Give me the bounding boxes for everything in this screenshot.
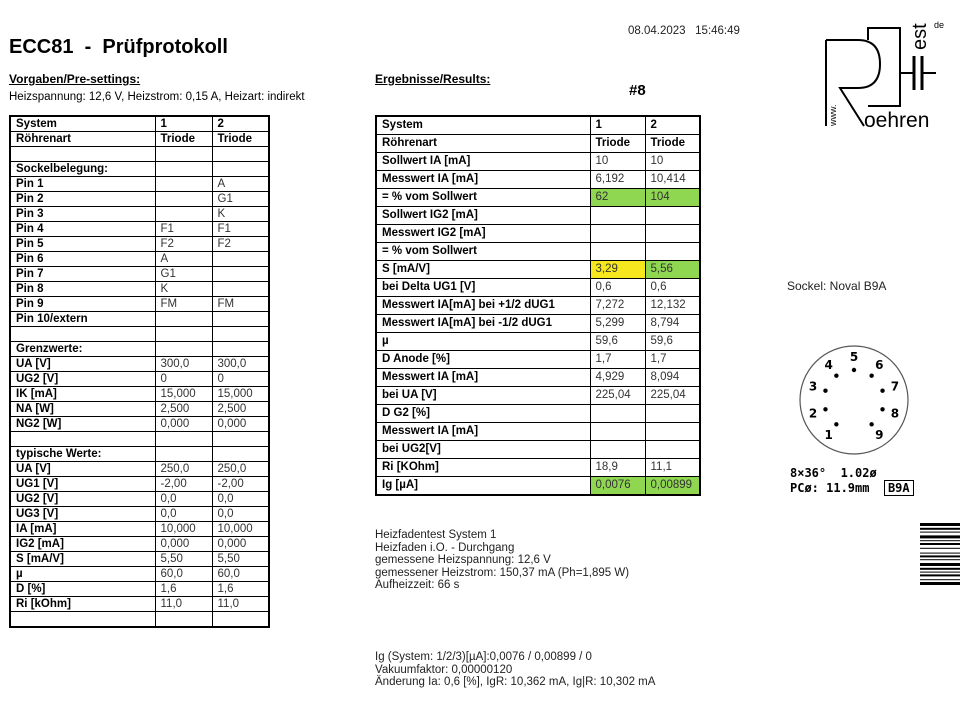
table-row	[10, 417, 269, 432]
socket-label: Sockel: Noval B9A	[787, 279, 887, 293]
system1-value: 11,0	[155, 597, 212, 612]
socket-pin-label: 8	[890, 406, 900, 421]
system2-value	[645, 441, 700, 459]
socket-pin-label: 6	[875, 358, 884, 373]
row-label: Ri [KOhm]	[376, 459, 590, 477]
system2-value: 10,414	[645, 171, 700, 189]
system1-value: 0,6	[590, 279, 645, 297]
table-row	[376, 225, 700, 243]
system1-value: 15,000	[155, 387, 212, 402]
system2-value	[645, 225, 700, 243]
system2-value: F1	[212, 222, 269, 237]
summary-line: Vakuumfaktor: 0,00000120	[375, 663, 513, 676]
socket-pin-label: 1	[824, 427, 833, 442]
row-label: UG1 [V]	[10, 477, 155, 492]
table-row	[10, 402, 269, 417]
system2-value: 2	[645, 116, 700, 135]
system1-value: 0,0076	[590, 477, 645, 496]
table-row	[10, 237, 269, 252]
socket-pin-label: 2	[808, 406, 818, 421]
system1-value: 5,50	[155, 552, 212, 567]
system2-value: A	[212, 177, 269, 192]
table-row	[376, 153, 700, 171]
row-label: Sollwert IG2 [mA]	[376, 207, 590, 225]
system1-value	[155, 162, 212, 177]
table-row	[10, 147, 269, 162]
row-label: bei UA [V]	[376, 387, 590, 405]
barcode-bar	[920, 574, 960, 576]
table-row	[376, 315, 700, 333]
heater-settings-line: Heizspannung: 12,6 V, Heizstrom: 0,15 A, Heizart: indirekt	[9, 91, 305, 103]
table-row	[10, 252, 269, 267]
socket-pin-dot	[880, 389, 884, 393]
table-row	[10, 267, 269, 282]
row-label: Messwert IA [mA]	[376, 171, 590, 189]
system1-value: F2	[155, 237, 212, 252]
row-label	[10, 147, 155, 162]
system1-value: Triode	[155, 132, 212, 147]
system1-value	[155, 327, 212, 342]
table-row	[10, 477, 269, 492]
system2-value	[212, 252, 269, 267]
table-row	[376, 423, 700, 441]
table-row	[376, 243, 700, 261]
system2-value	[645, 207, 700, 225]
system1-value: 250,0	[155, 462, 212, 477]
socket-pin-dot	[823, 389, 827, 393]
system1-value: -2,00	[155, 477, 212, 492]
system1-value	[155, 177, 212, 192]
system2-value: 5,56	[645, 261, 700, 279]
barcode-bar	[920, 523, 960, 526]
system2-value: 0,6	[645, 279, 700, 297]
system1-value: 1	[155, 116, 212, 132]
socket-spec	[790, 466, 914, 496]
summary-notes	[375, 651, 655, 689]
socket-pin-label: 4	[824, 358, 833, 373]
system2-value: 11,1	[645, 459, 700, 477]
row-label: Pin 9	[10, 297, 155, 312]
system2-value: 2	[212, 116, 269, 132]
system2-value: 1,6	[212, 582, 269, 597]
socket-pin-dot	[880, 407, 884, 411]
system2-value: 0,0	[212, 507, 269, 522]
system2-value: 59,6	[645, 333, 700, 351]
row-label: Messwert IA [mA]	[376, 423, 590, 441]
system1-value	[155, 342, 212, 357]
system2-value: 11,0	[212, 597, 269, 612]
system2-value	[212, 282, 269, 297]
barcode	[920, 523, 960, 599]
logo-est-text: est	[909, 23, 931, 50]
socket-pin-label: 3	[808, 379, 818, 394]
table-row	[10, 492, 269, 507]
system2-value: 8,794	[645, 315, 700, 333]
row-label: System	[10, 116, 155, 132]
socket-pin-label: 7	[890, 379, 900, 394]
date-value: 08.04.2023	[628, 25, 686, 37]
system2-value	[212, 447, 269, 462]
results-heading: Ergebnisse/Results:	[375, 72, 491, 86]
system1-value: 2,500	[155, 402, 212, 417]
table-row	[376, 441, 700, 459]
heater-note-line: Heizfaden i.O. - Durchgang	[375, 541, 515, 554]
socket-pin-label: 5	[849, 350, 859, 364]
system2-value: 1,7	[645, 351, 700, 369]
logo-www-text: www.	[828, 104, 838, 126]
tube-number: #8	[629, 82, 646, 99]
socket-pin-dot	[834, 374, 838, 378]
system2-value: 250,0	[212, 462, 269, 477]
system2-value: 0,0	[212, 492, 269, 507]
table-row	[10, 312, 269, 327]
system1-value: 4,929	[590, 369, 645, 387]
system1-value: A	[155, 252, 212, 267]
row-label: UG2 [V]	[10, 372, 155, 387]
table-row	[10, 222, 269, 237]
row-label: D G2 [%]	[376, 405, 590, 423]
barcode-bar	[920, 553, 960, 554]
row-label: D Anode [%]	[376, 351, 590, 369]
row-label: UG2 [V]	[10, 492, 155, 507]
table-row	[376, 351, 700, 369]
table-row	[376, 333, 700, 351]
summary-line: Ig (System: 1/2/3)[µA]:0,0076 / 0,00899 / 0	[375, 651, 592, 663]
row-label: bei UG2[V]	[376, 441, 590, 459]
system1-value	[590, 405, 645, 423]
system2-value: 0,000	[212, 417, 269, 432]
barcode-bar	[920, 535, 960, 538]
table-row	[10, 297, 269, 312]
row-label: IK [mA]	[10, 387, 155, 402]
row-label	[10, 327, 155, 342]
socket-pin-label: 9	[875, 427, 884, 442]
row-label: Ig [µA]	[376, 477, 590, 496]
system2-value: 12,132	[645, 297, 700, 315]
row-label: = % vom Sollwert	[376, 189, 590, 207]
row-label: = % vom Sollwert	[376, 243, 590, 261]
system1-value: 0,000	[155, 417, 212, 432]
system2-value: 0,00899	[645, 477, 700, 496]
row-label: Messwert IA[mA] bei -1/2 dUG1	[376, 315, 590, 333]
system2-value	[212, 342, 269, 357]
barcode-bar	[920, 579, 960, 580]
barcode-bar	[920, 568, 960, 570]
row-label: µ	[376, 333, 590, 351]
table-row	[10, 432, 269, 447]
heater-note-line: Aufheizzeit: 66 s	[375, 579, 460, 591]
row-label: D [%]	[10, 582, 155, 597]
table-row	[10, 462, 269, 477]
row-label: Sockelbelegung:	[10, 162, 155, 177]
system1-value: 1,6	[155, 582, 212, 597]
row-label: Pin 2	[10, 192, 155, 207]
row-label: bei Delta UG1 [V]	[376, 279, 590, 297]
table-row	[10, 597, 269, 612]
system2-value: 300,0	[212, 357, 269, 372]
row-label	[10, 612, 155, 628]
system2-value: 5,50	[212, 552, 269, 567]
row-label: Messwert IG2 [mA]	[376, 225, 590, 243]
row-label: Pin 1	[10, 177, 155, 192]
table-row	[376, 279, 700, 297]
table-row	[10, 537, 269, 552]
socket-diagram	[784, 340, 924, 465]
table-row	[10, 116, 269, 132]
system2-value: K	[212, 207, 269, 222]
logo-de-text: de	[934, 20, 945, 30]
table-row	[10, 522, 269, 537]
table-row	[10, 507, 269, 522]
system1-value	[590, 225, 645, 243]
row-label	[10, 432, 155, 447]
system2-value: G1	[212, 192, 269, 207]
row-label: Pin 10/extern	[10, 312, 155, 327]
system1-value	[590, 243, 645, 261]
row-label: System	[376, 116, 590, 135]
system1-value	[590, 441, 645, 459]
system1-value	[155, 432, 212, 447]
barcode-bar	[920, 543, 960, 545]
table-row	[376, 459, 700, 477]
system1-value: G1	[155, 267, 212, 282]
row-label: Sollwert IA [mA]	[376, 153, 590, 171]
system1-value	[155, 447, 212, 462]
system2-value: 0	[212, 372, 269, 387]
row-label: Pin 7	[10, 267, 155, 282]
table-row	[10, 162, 269, 177]
system1-value: FM	[155, 297, 212, 312]
table-row	[10, 342, 269, 357]
system1-value	[155, 192, 212, 207]
system1-value: 59,6	[590, 333, 645, 351]
system1-value: 0,0	[155, 507, 212, 522]
system1-value	[590, 207, 645, 225]
barcode-bar	[920, 532, 960, 533]
table-row	[376, 261, 700, 279]
system2-value: 10	[645, 153, 700, 171]
summary-line: Änderung Ia: 0,6 [%], IgR: 10,362 mA, Ig|R: 10,302 mA	[375, 676, 656, 688]
socket-pin-dot	[869, 374, 873, 378]
row-label: Pin 5	[10, 237, 155, 252]
table-row	[10, 132, 269, 147]
logo-bracket	[868, 28, 900, 106]
table-row	[376, 387, 700, 405]
system1-value: 1,7	[590, 351, 645, 369]
barcode-bar	[920, 572, 960, 573]
socket-pin-dot	[834, 422, 838, 426]
row-label: NA [W]	[10, 402, 155, 417]
table-row	[10, 447, 269, 462]
system1-value: 6,192	[590, 171, 645, 189]
row-label: IA [mA]	[10, 522, 155, 537]
barcode-bar	[920, 540, 960, 541]
system2-value	[212, 612, 269, 628]
page-title: ECC81 - Prüfprotokoll	[9, 36, 228, 58]
table-row	[376, 297, 700, 315]
table-row	[10, 387, 269, 402]
row-label: IG2 [mA]	[10, 537, 155, 552]
socket-type-badge: B9A	[884, 480, 914, 496]
row-label: Pin 6	[10, 252, 155, 267]
system1-value	[155, 147, 212, 162]
system2-value: -2,00	[212, 477, 269, 492]
system2-value: 2,500	[212, 402, 269, 417]
system1-value	[590, 423, 645, 441]
system2-value	[645, 243, 700, 261]
results-table	[375, 115, 701, 496]
system2-value: 225,04	[645, 387, 700, 405]
table-row	[376, 207, 700, 225]
system1-value	[155, 207, 212, 222]
row-label: Messwert IA[mA] bei +1/2 dUG1	[376, 297, 590, 315]
system2-value	[645, 405, 700, 423]
system1-value: 3,29	[590, 261, 645, 279]
system1-value: K	[155, 282, 212, 297]
row-label: S [mA/V]	[376, 261, 590, 279]
barcode-bar	[920, 528, 960, 530]
system1-value: 10	[590, 153, 645, 171]
system2-value	[212, 267, 269, 282]
table-row	[10, 282, 269, 297]
system2-value: Triode	[645, 135, 700, 153]
system1-value: 60,0	[155, 567, 212, 582]
system1-value	[155, 312, 212, 327]
table-row	[10, 552, 269, 567]
system1-value: 0,0	[155, 492, 212, 507]
table-row	[10, 192, 269, 207]
barcode-bar	[920, 559, 960, 560]
system1-value: Triode	[590, 135, 645, 153]
row-label: NG2 [W]	[10, 417, 155, 432]
table-row	[10, 567, 269, 582]
system1-value: F1	[155, 222, 212, 237]
row-label: S [mA/V]	[10, 552, 155, 567]
system1-value: 1	[590, 116, 645, 135]
heater-note-line: gemessener Heizstrom: 150,37 mA (Ph=1,895 W)	[375, 566, 630, 579]
row-label: UA [V]	[10, 462, 155, 477]
row-label: Messwert IA [mA]	[376, 369, 590, 387]
system2-value: 60,0	[212, 567, 269, 582]
table-row	[10, 327, 269, 342]
system1-value: 300,0	[155, 357, 212, 372]
system1-value	[155, 612, 212, 628]
row-label: Röhrenart	[376, 135, 590, 153]
system2-value: 15,000	[212, 387, 269, 402]
time-value: 15:46:49	[695, 25, 740, 37]
heater-note-line: Heizfadentest System 1	[375, 529, 497, 541]
system1-value: 5,299	[590, 315, 645, 333]
row-label: Pin 8	[10, 282, 155, 297]
barcode-bar	[920, 548, 960, 549]
system1-value: 7,272	[590, 297, 645, 315]
row-label: UA [V]	[10, 357, 155, 372]
barcode-bar	[920, 563, 960, 566]
socket-pin-dot	[823, 407, 827, 411]
heater-test-notes	[375, 529, 629, 592]
socket-spec-line2: PCø: 11.9mm	[790, 481, 870, 495]
table-row	[10, 357, 269, 372]
system2-value: 0,000	[212, 537, 269, 552]
system2-value	[212, 312, 269, 327]
table-row	[376, 116, 700, 135]
system1-value: 10,000	[155, 522, 212, 537]
table-row	[376, 477, 700, 496]
socket-pin-dot	[869, 422, 873, 426]
table-row	[10, 612, 269, 628]
logo-oehren-text: oehren	[864, 109, 930, 132]
table-row	[376, 405, 700, 423]
system2-value: FM	[212, 297, 269, 312]
system2-value: 104	[645, 189, 700, 207]
row-label: UG3 [V]	[10, 507, 155, 522]
table-row	[376, 135, 700, 153]
system1-value: 0,000	[155, 537, 212, 552]
socket-pin-dot	[852, 368, 856, 372]
table-row	[10, 177, 269, 192]
system1-value: 0	[155, 372, 212, 387]
row-label: Grenzwerte:	[10, 342, 155, 357]
barcode-bar	[920, 582, 960, 585]
table-row	[10, 582, 269, 597]
system2-value: 10,000	[212, 522, 269, 537]
row-label: Pin 3	[10, 207, 155, 222]
system1-value: 62	[590, 189, 645, 207]
socket-spec-line1: 8×36° 1.02ø	[790, 466, 877, 480]
system2-value	[212, 162, 269, 177]
system2-value	[645, 423, 700, 441]
row-label: µ	[10, 567, 155, 582]
presettings-heading: Vorgaben/Pre-settings:	[9, 72, 141, 86]
barcode-bar	[920, 555, 960, 557]
table-row	[376, 369, 700, 387]
timestamp	[628, 25, 740, 37]
system2-value	[212, 327, 269, 342]
table-row	[376, 171, 700, 189]
system1-value: 225,04	[590, 387, 645, 405]
row-label: Röhrenart	[10, 132, 155, 147]
presettings-table	[9, 115, 270, 628]
system1-value: 18,9	[590, 459, 645, 477]
row-label: typische Werte:	[10, 447, 155, 462]
table-row	[10, 372, 269, 387]
row-label: Ri [kOhm]	[10, 597, 155, 612]
system2-value: Triode	[212, 132, 269, 147]
table-row	[376, 189, 700, 207]
system2-value	[212, 432, 269, 447]
system2-value: 8,094	[645, 369, 700, 387]
row-label: Pin 4	[10, 222, 155, 237]
table-row	[10, 207, 269, 222]
system2-value: F2	[212, 237, 269, 252]
system2-value	[212, 147, 269, 162]
roehren-test-logo	[818, 18, 948, 133]
heater-note-line: gemessene Heizspannung: 12,6 V	[375, 554, 551, 566]
